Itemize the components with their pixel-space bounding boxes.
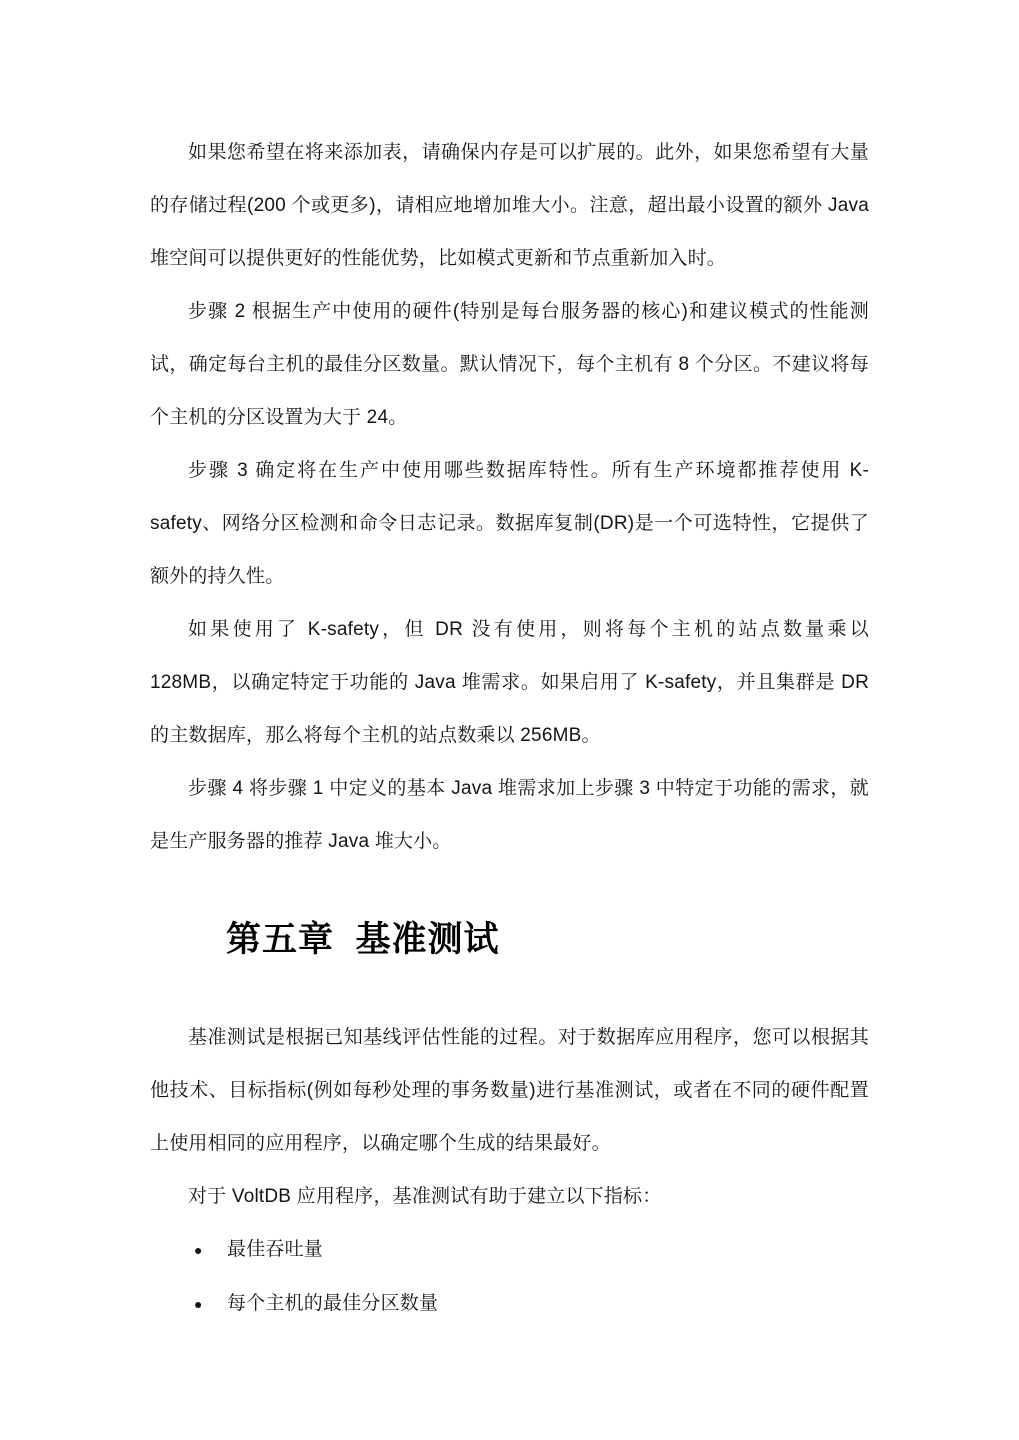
bullet-icon: ● (194, 1296, 203, 1312)
bullet-text-partitions: 每个主机的最佳分区数量 (227, 1293, 439, 1314)
bullet-text-throughput: 最佳吞吐量 (227, 1239, 324, 1260)
paragraph-voltdb-metrics: 对于 VoltDB 应用程序，基准测试有助于建立以下指标： (188, 1186, 662, 1207)
paragraph-step2: 步骤 2 根据生产中使用的硬件(特别是每台服务器的核心)和建议模式的性能测试，确定每台主机的最佳分区数量。默认情况下，每个主机有 8 个分区。不建议将每个主机的分区设置为大于 24。 (150, 301, 869, 428)
paragraph-heap-advice: 如果您希望在将来添加表，请确保内存是可以扩展的。此外，如果您希望有大量的存储过程(200 个或更多)，请相应地增加堆大小。注意，超出最小设置的额外 Java 堆空间可以提供更好的性能优势，比如模式更新和节点重新加入时。 (150, 142, 869, 269)
list-item (150, 1277, 869, 1331)
chapter-heading: 第五章 基准测试 (226, 920, 500, 959)
paragraph-benchmark-intro: 基准测试是根据已知基线评估性能的过程。对于数据库应用程序，您可以根据其他技术、目标指标(例如每秒处理的事务数量)进行基准测试，或者在不同的硬件配置上使用相同的应用程序，以确定哪个生成的结果最好。 (150, 1027, 869, 1154)
bullet-icon: ● (194, 1242, 203, 1258)
paragraph-step4: 步骤 4 将步骤 1 中定义的基本 Java 堆需求加上步骤 3 中特定于功能的需求，就是生产服务器的推荐 Java 堆大小。 (150, 778, 869, 852)
paragraph-step3: 步骤 3 确定将在生产中使用哪些数据库特性。所有生产环境都推荐使用 K-safety、网络分区检测和命令日志记录。数据库复制(DR)是一个可选特性，它提供了额外的持久性。 (150, 460, 869, 587)
paragraph-ksafety-dr: 如果使用了 K-safety，但 DR 没有使用，则将每个主机的站点数量乘以 128MB，以确定特定于功能的 Java 堆需求。如果启用了 K-safety，并且集群是 DR 的主数据库，那么将每个主机的站点数乘以 256MB。 (150, 619, 869, 746)
list-item (150, 1223, 869, 1277)
metrics-bullet-list (150, 1223, 869, 1331)
